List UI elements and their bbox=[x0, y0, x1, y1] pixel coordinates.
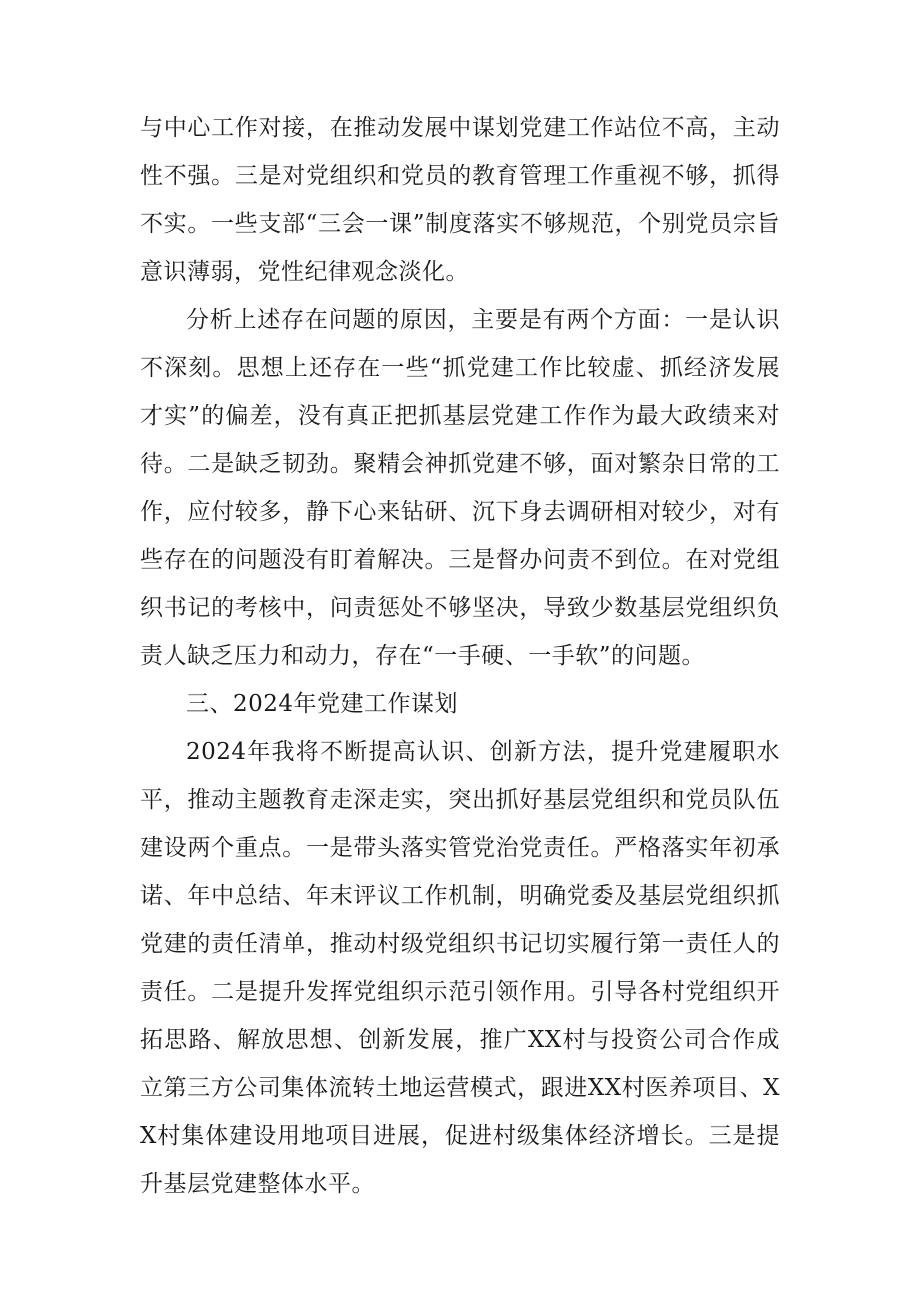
paragraph-continuation: 与中心工作对接，在推动发展中谋划党建工作站位不高，主动性不强。三是对党组织和党员的教育管理工作重视不够，抓得不实。一些支部“三会一课”制度落实不够规范，个别党员宗旨意识薄弱，党性纪律观念淡化。 bbox=[140, 115, 780, 285]
paragraph-cause-analysis: 分析上述存在问题的原因，主要是有两个方面：一是认识不深刻。思想上还存在一些“抓党建工作比较虚、抓经济发展才实”的偏差，没有真正把抓基层党建工作作为最大政绩来对待。二是缺乏韧劲。聚精会神抓党建不够，面对繁杂日常的工作，应付较多，静下心来钻研、沉下身去调研相对较少，对有些存在的问题没有盯着解决。三是督办问责不到位。在对党组织书记的考核中，问责惩处不够坚决，导致少数基层党组织负责人缺乏压力和动力，存在“一手硬、一手软”的问题。 bbox=[140, 307, 780, 669]
document-body bbox=[140, 104, 780, 1208]
paragraph-2024-plan: 2024年我将不断提高认识、创新方法，提升党建履职水平，推动主题教育走深走实，突出抓好基层党组织和党员队伍建设两个重点。一是带头落实管党治党责任。严格落实年初承诺、年中总结、年末评议工作机制，明确党委及基层党组织抓党建的责任清单，推动村级党组织书记切实履行第一责任人的责任。二是提升发挥党组织示范引领作用。引导各村党组织开拓思路、解放思想、创新发展，推广XX村与投资公司合作成立第三方公司集体流转土地运营模式，跟进XX村医养项目、XX村集体建设用地项目进展，促进村级集体经济增长。三是提升基层党建整体水平。 bbox=[140, 739, 780, 1197]
section-heading: 三、2024年党建工作谋划 bbox=[186, 691, 459, 717]
